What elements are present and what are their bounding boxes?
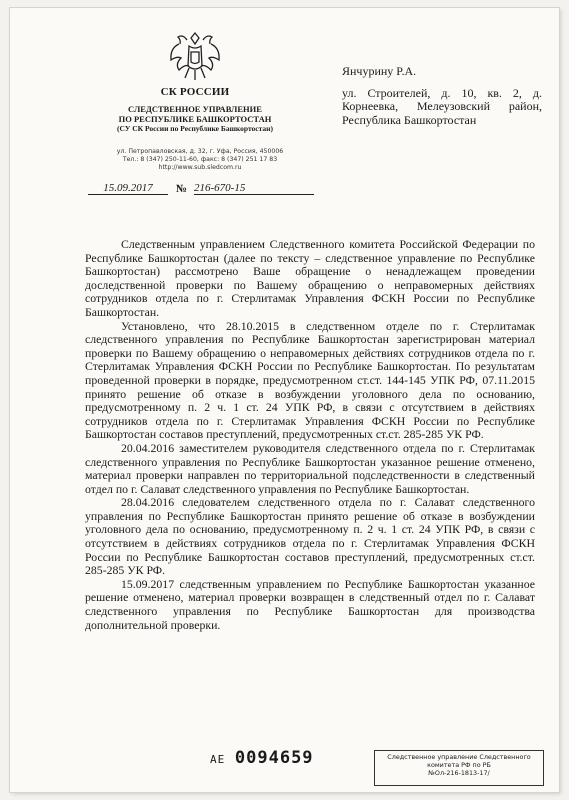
document-date: 15.09.2017 xyxy=(88,182,168,195)
form-serial-number xyxy=(210,748,314,768)
org-contacts xyxy=(100,148,300,172)
double-headed-eagle-emblem-icon xyxy=(167,30,223,84)
org-full-name-line2: ПО РЕСПУБЛИКЕ БАШКОРТОСТАН xyxy=(118,114,272,124)
letterhead xyxy=(90,30,300,133)
reg-stamp-line3: №Ол-216-1813-17/ xyxy=(428,769,490,777)
letter-body xyxy=(85,238,535,632)
reg-stamp-line2: комитета РФ по РБ xyxy=(427,761,491,769)
org-full-name-line1: СЛЕДСТВЕННОЕ УПРАВЛЕНИЕ xyxy=(128,104,262,114)
org-phone-fax: Тел.: 8 (347) 250-11-60, факс: 8 (347) 251 17 83 xyxy=(122,156,278,163)
document-date-number xyxy=(88,180,318,200)
body-paragraph: 15.09.2017 следственным управлением по Республике Башкортостан указанное решение отменено, материал проверки возвращен в следственный отдел по г. Салават следственного управления по Республике Башкортостан для производства дополнительной проверки. xyxy=(85,576,535,632)
org-address: ул. Петропавловская, д. 32, г. Уфа, Россия, 450006 xyxy=(116,148,284,155)
registration-stamp xyxy=(374,750,544,786)
org-abbreviation: (СУ СК России по Республике Башкортостан) xyxy=(117,124,273,133)
recipient-name: Янчурину Р.А. xyxy=(342,64,417,78)
reg-stamp-line1: Следственное управление Следственного xyxy=(387,753,531,761)
letter-page xyxy=(10,8,559,792)
serial-prefix: АЕ xyxy=(210,753,226,766)
body-paragraph: 28.04.2016 следователем следственного отдела по г. Салават следственного управления по Республике Башкортостан принято решение об отказе в возбуждении уголовного дела по основанию, предусмотренному п. 2 ч. 1 ст. 24 УПК РФ, в связи с отсутствием в действиях сотрудников отдела по г. Стерлитамак Управления ФСКН России по Республике Башкортостан составов преступлений, предусмотренных ст.ст. 285-285 УК РФ. xyxy=(85,495,535,578)
body-paragraph: 20.04.2016 заместителем руководителя следственного отдела по г. Стерлитамак следственного управления по Республике Башкортостан указанное решение отменено, материал проверки направлен по территориальной подследственности в следственный отдел по г. Салават следственного управления по Республике Башкортостан. xyxy=(85,440,535,496)
body-paragraph: Следственным управлением Следственного комитета Российской Федерации по Республике Башкортостан (далее по тексту – следственное управление по Республике Башкортостан) рассмотрено Ваше обращение о ненадлежащем проведении доследственной проверки по Вашему обращению о неправомерных действиях сотрудников отдела по г. Стерлитамак Управления ФСКН России по Республике Башкортостан. xyxy=(85,237,535,319)
org-website: http://www.sub.sledcom.ru xyxy=(158,164,242,171)
org-full-name xyxy=(90,104,300,124)
document-number: 216-670-15 xyxy=(194,182,314,195)
org-short-name: СК РОССИИ xyxy=(160,86,230,98)
document-number-label: № xyxy=(176,183,188,195)
recipient-address: ул. Строителей, д. 10, кв. 2, д. Корнеевка, Мелеузовский район, Республика Башкортостан xyxy=(342,85,542,127)
body-paragraph: Установлено, что 28.10.2015 в следственном отделе по г. Стерлитамак следственного управления по Республике Башкортостан зарегистрирован материал проверки по Вашему обращению о неправомерных действиях сотрудников отдела по г. Стерлитамак Управления ФСКН России по Республике Башкортостан. По результатам проведенной проверки в порядке, предусмотренном ст.ст. 144-145 УПК РФ, 07.11.2015 принято решение об отказе в возбуждении уголовного дела по основанию, предусмотренному п. 2 ч. 1 ст. 24 УПК РФ, в связи с отсутствием в действиях сотрудников отдела по г. Стерлитамак Управления ФСКН России по Республике Башкортостан составов преступлений, предусмотренных ст.ст. 285-285 УК РФ. xyxy=(85,318,535,442)
recipient-block xyxy=(342,65,542,127)
serial-number: 0094659 xyxy=(234,748,314,768)
